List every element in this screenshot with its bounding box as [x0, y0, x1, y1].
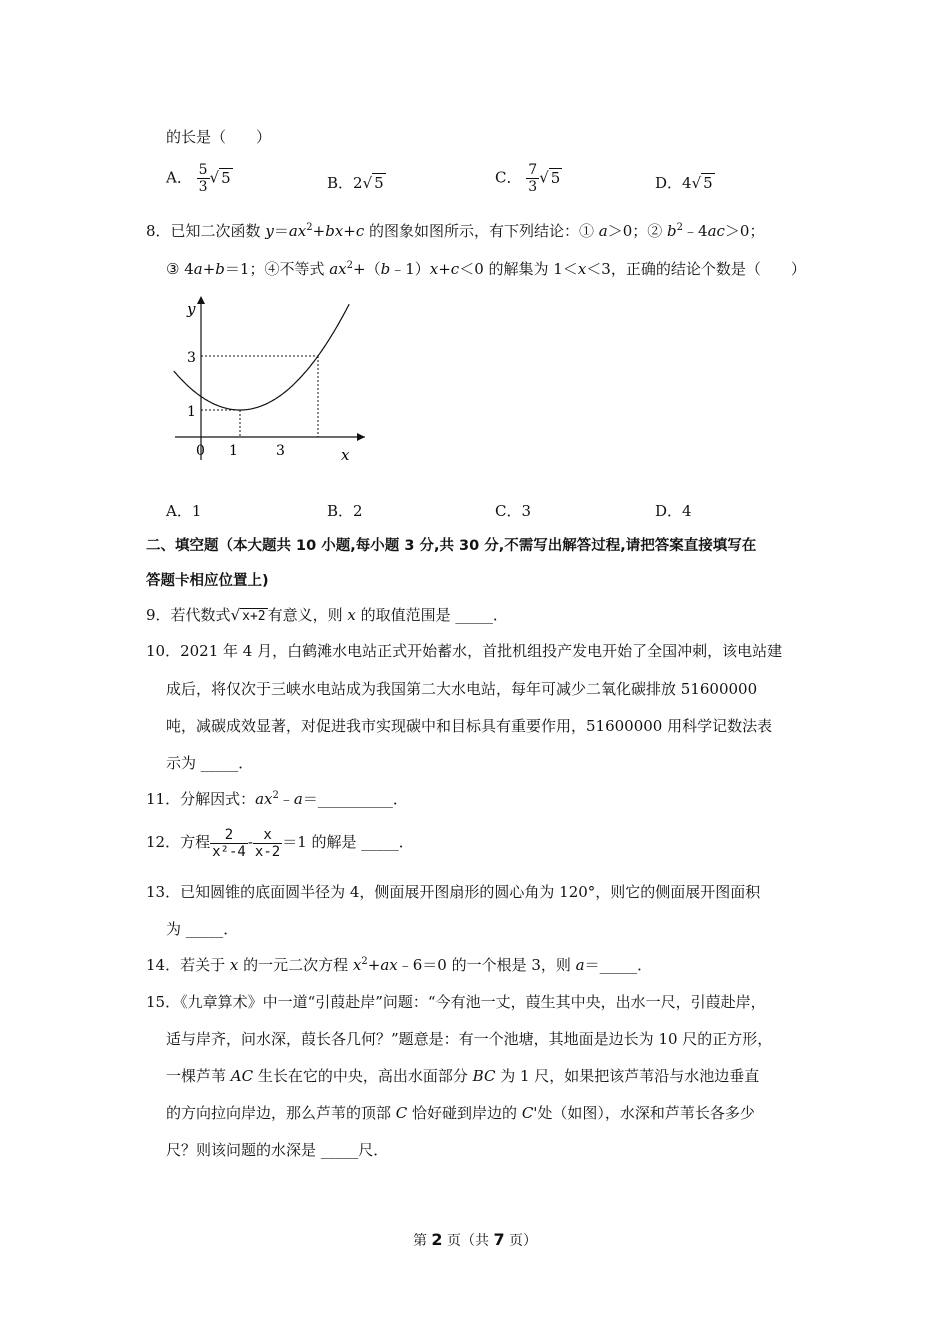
section2-title-line1: 二、填空题（本大题共 10 小题,每小题 3 分,共 30 分,不需写出解答过程,请把答案直接填写在 — [146, 538, 757, 554]
q12: 12．方程 $\frac{2}{\text{x²-4}}$ - $\frac{x}{x-2}$ ＝1 的解是 _____． — [146, 826, 414, 860]
q7-continuation: 的长是（ ） — [166, 128, 272, 146]
x-axis-arrow — [357, 433, 365, 441]
section2-title-line2: 答题卡相应位置上) — [146, 573, 269, 589]
q10-line4: 示为 _____． — [166, 754, 254, 772]
q10-line1: 10．2021 年 4 月，白鹤滩水电站正式开始蓄水，首批机组投产发电开始了全国冲刺，该电站建 — [146, 642, 783, 660]
q15-line1: 15．《九章算术》中一道“引葭赴岸”问题：“今有池一丈，葭生其中央，出水一尺，引葭赴岸， — [146, 993, 766, 1011]
parabola-curve — [174, 304, 350, 410]
tick-y3: 3 — [187, 350, 196, 366]
q7-option-b[interactable]: B．2√ 5 — [327, 174, 384, 192]
q7-option-a[interactable]: A． $\frac{5}{3}$ √ 5 — [166, 162, 231, 195]
q10-line2: 成后，将仅次于三峡水电站成为我国第二大水电站，每年可减少二氧化碳排放 51600000 — [166, 680, 758, 698]
q7-option-d[interactable]: D．4√ 5 — [655, 174, 713, 192]
q8-stem-line1: 8．已知二次函数 $y=ax^2+bx+c$ 的图象如图所示，有下列结论：① a＞0；② $b^2﹣4ac>0$； — [146, 222, 765, 240]
q8-option-d[interactable]: D．4 — [655, 502, 692, 520]
tick-0: 0 — [196, 443, 205, 459]
q11: 11．分解因式：$ax^2﹣a=\_\_\_\_\_\_\_\_\_\_$． — [146, 790, 408, 808]
q14: 14．若关于 x 的一元二次方程 $x^2+ax﹣6=0$ 的一个根是 3，则 a＝_____． — [146, 956, 653, 974]
q15-line2: 适与岸齐，问水深，葭长各几何？”题意是：有一个池塘，其地面是边长为 10 尺的正方形， — [166, 1030, 773, 1048]
parabola-graph — [165, 290, 375, 470]
q10-line3: 吨，减碳成效显著，对促进我市实现碳中和目标具有重要作用，51600000 用科学记数法表 — [166, 717, 773, 735]
q8-option-c[interactable]: C．3 — [495, 502, 532, 520]
q15-line4: 的方向拉向岸边，那么芦苇的顶部 C 恰好碰到岸边的 C'处（如图），水深和芦苇长各多少 — [166, 1104, 755, 1122]
q8-option-b[interactable]: B．2 — [327, 502, 363, 520]
q13-line1: 13．已知圆锥的底面圆半径为 4，侧面展开图扇形的圆心角为 120°，则它的侧面展开图面积 — [146, 883, 761, 901]
q15-line5: 尺？则该问题的水深是 _____尺． — [166, 1141, 389, 1159]
tick-x3: 3 — [276, 443, 285, 459]
q15-line3: 一棵芦苇 AC 生长在它的中央，高出水面部分 BC 为 1 尺，如果把该芦苇沿与水池边垂直 — [166, 1067, 760, 1085]
page-footer: 第 2 页（共 7 页） — [412, 1230, 538, 1249]
y-axis-label: y — [187, 300, 196, 318]
tick-x1: 1 — [229, 443, 238, 459]
y-axis-arrow — [197, 296, 205, 304]
q7-option-c[interactable]: C． $\frac{7}{3}$ √ 5 — [495, 162, 561, 195]
tick-y1: 1 — [187, 404, 196, 420]
q13-line2: 为 _____． — [166, 920, 239, 938]
q8-stem-line2: ③ 4a+b＝1；④不等式 $ax^2+(b﹣1)x+c<0$ 的解集为 1＜x＜3，正确的结论个数是（ ） — [166, 260, 806, 278]
x-axis-label: x — [341, 446, 350, 464]
q8-option-a[interactable]: A．1 — [166, 502, 202, 520]
q9: 9．若代数式√ x+2 有意义，则 x 的取值范围是 _____． — [146, 606, 508, 624]
